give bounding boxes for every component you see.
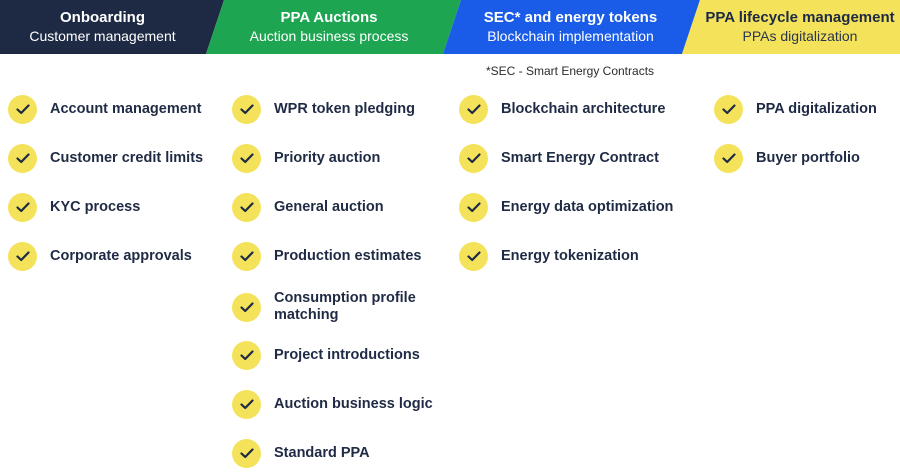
checkmark-icon <box>232 341 261 370</box>
item-label: KYC process <box>50 198 141 215</box>
header-title: PPA Auctions <box>280 9 378 26</box>
item-label: PPA digitalization <box>756 100 877 117</box>
checkmark-icon <box>8 193 37 222</box>
header-title: Onboarding <box>60 9 145 26</box>
list-item <box>8 192 140 222</box>
item-label: Customer credit limits <box>50 149 204 166</box>
checkmark-icon <box>232 293 261 322</box>
header-band <box>0 0 900 54</box>
item-label: Account management <box>50 100 202 117</box>
checkmark-icon <box>232 193 261 222</box>
list-item <box>459 94 665 124</box>
list-item <box>232 192 384 222</box>
item-label: Corporate approvals <box>50 247 192 264</box>
item-label: Consumption profile matching <box>274 290 416 323</box>
checkmark-icon <box>232 144 261 173</box>
checkmark-icon <box>459 242 488 271</box>
list-item <box>8 143 203 173</box>
item-label: Production estimates <box>274 247 422 264</box>
list-item <box>232 389 433 419</box>
header-subtitle: Auction business process <box>249 28 409 44</box>
checkmark-icon <box>232 390 261 419</box>
checkmark-icon <box>232 439 261 468</box>
item-label: Energy tokenization <box>501 247 639 264</box>
item-label: Buyer portfolio <box>756 149 860 166</box>
list-item <box>714 94 877 124</box>
header-title: SEC* and energy tokens <box>483 9 658 26</box>
checkmark-icon <box>8 95 37 124</box>
header-onboarding <box>0 0 205 54</box>
list-item <box>232 438 370 468</box>
checkmark-icon <box>8 144 37 173</box>
checkmark-icon <box>232 95 261 124</box>
list-item <box>714 143 860 173</box>
list-item <box>232 241 421 271</box>
header-subtitle: PPAs digitalization <box>742 28 858 44</box>
header-title: PPA lifecycle management <box>705 9 895 26</box>
header-subtitle: Blockchain implementation <box>487 28 654 44</box>
item-label: Standard PPA <box>274 444 370 461</box>
checkmark-icon <box>459 95 488 124</box>
item-label: WPR token pledging <box>274 100 415 117</box>
checkmark-icon <box>459 193 488 222</box>
checkmark-icon <box>459 144 488 173</box>
header-subtitle: Customer management <box>29 28 176 44</box>
item-label: Priority auction <box>274 149 381 166</box>
list-item <box>8 94 201 124</box>
list-item <box>459 241 639 271</box>
item-label: Energy data optimization <box>501 198 674 215</box>
item-label: General auction <box>274 198 384 215</box>
list-item <box>232 340 420 370</box>
header-sec-tokens <box>448 0 693 54</box>
item-label: Project introductions <box>274 346 420 363</box>
list-item <box>459 143 659 173</box>
list-item <box>232 143 380 173</box>
checkmark-icon <box>232 242 261 271</box>
checkmark-icon <box>8 242 37 271</box>
list-item <box>459 192 673 222</box>
item-label: Blockchain architecture <box>501 100 666 117</box>
sec-footnote: *SEC - Smart Energy Contracts <box>485 64 655 78</box>
list-item <box>8 241 192 271</box>
header-ppa-lifecycle <box>700 0 900 54</box>
header-ppa-auctions <box>222 0 436 54</box>
list-item <box>232 290 434 324</box>
list-item <box>232 94 415 124</box>
checkmark-icon <box>714 144 743 173</box>
item-label: Auction business logic <box>274 395 433 412</box>
item-label: Smart Energy Contract <box>501 149 659 166</box>
checkmark-icon <box>714 95 743 124</box>
